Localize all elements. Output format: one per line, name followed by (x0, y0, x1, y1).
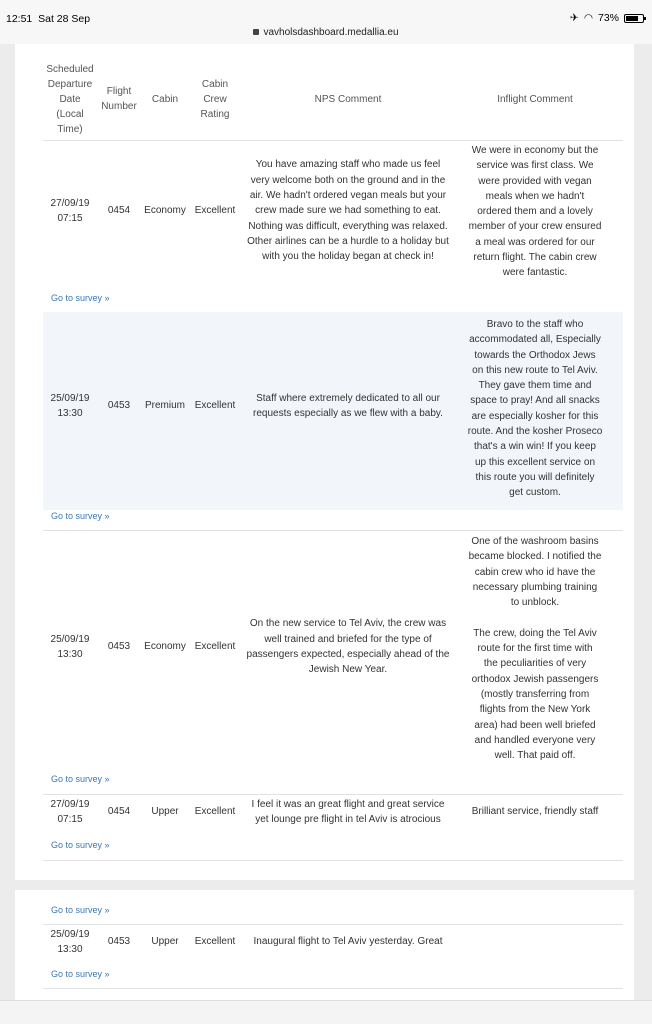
text-line: 07:15 (57, 212, 83, 224)
cell-flight (97, 804, 141, 819)
text-line: Upper (151, 806, 179, 818)
text-line: the peculiarities of very (483, 658, 587, 670)
text-line: were provided with vegan (478, 175, 592, 187)
text-line: Flight (106, 86, 132, 97)
text-line: Bravo to the staff who (486, 319, 584, 330)
row-divider (43, 860, 623, 861)
text-line: were fantastic. (502, 267, 568, 279)
cell-nps (239, 797, 457, 828)
text-line: on this new route to Tel Aviv. (472, 364, 598, 376)
text-line: Jewish New Year. (308, 664, 388, 676)
column-header-flight[interactable] (97, 84, 141, 114)
cell-cabin (139, 398, 191, 413)
cell-inflight (459, 143, 611, 281)
go-to-survey-link[interactable]: Go to survey » (51, 969, 110, 979)
status-bar (0, 0, 652, 44)
text-line: flights from the New York (479, 704, 591, 716)
text-line: Staff where extremely dedicated to all our (256, 392, 440, 404)
cell-date (35, 196, 105, 227)
text-line: 27/09/19 (50, 197, 90, 209)
column-header-nps[interactable] (239, 92, 457, 107)
text-line: and handled everyone very (474, 734, 596, 746)
text-line: well. That paid off. (494, 750, 576, 762)
row-divider (43, 530, 623, 531)
battery-percent: 73% (597, 12, 619, 24)
column-header-inflight[interactable] (459, 92, 611, 107)
cell-date (35, 632, 105, 663)
text-line: Crew (203, 94, 227, 105)
text-line: cabin crew who id have the (474, 566, 596, 578)
text-line: air. We hadn't ordered vegan meals but your (249, 190, 447, 202)
text-line: I feel it was an great flight and great service (251, 798, 445, 810)
cell-cabin (139, 934, 191, 949)
go-to-survey-link[interactable]: Go to survey » (51, 774, 110, 784)
text-line: that's a win win! If you keep (474, 441, 596, 453)
text-line: NPS Comment (314, 94, 382, 105)
text-line: to unblock. (510, 597, 560, 609)
text-line: meals when we hadn't (485, 190, 585, 202)
text-line: Excellent (194, 936, 236, 948)
text-line: this route you will definitely (475, 471, 595, 483)
airplane-icon: ✈ (570, 12, 579, 24)
text-line: 0453 (107, 641, 131, 653)
text-line: One of the washroom basins (471, 536, 599, 547)
column-header-cabin[interactable] (139, 92, 191, 107)
cell-rating (187, 639, 243, 654)
row-divider (43, 988, 623, 989)
go-to-survey-link[interactable]: Go to survey » (51, 293, 110, 303)
text-line: They gave them time and (478, 380, 592, 392)
cell-nps (239, 157, 457, 264)
text-line: are especially kosher for this (471, 410, 599, 422)
cell-cabin (139, 804, 191, 819)
cell-inflight (459, 317, 611, 501)
text-line: ordered them and a lovely (477, 206, 593, 218)
text-line: Cabin (151, 94, 179, 105)
cell-date (35, 927, 105, 958)
text-line: Date (59, 94, 81, 105)
battery-icon (624, 14, 644, 23)
cell-inflight (459, 534, 611, 763)
cell-cabin (139, 203, 191, 218)
cell-date (35, 391, 105, 422)
url-text: vavholsdashboard.medallia.eu (263, 27, 399, 38)
text-line: Premium (144, 400, 185, 412)
text-line: area) had been well briefed (474, 719, 596, 731)
text-line: Excellent (194, 641, 236, 653)
go-to-survey-link[interactable]: Go to survey » (51, 905, 110, 915)
text-line (459, 610, 611, 625)
text-line: Rating (200, 109, 230, 120)
text-line: 07:15 (57, 813, 83, 825)
row-divider (43, 794, 623, 795)
feedback-table-panel-continued (15, 890, 634, 1000)
cell-nps (239, 934, 457, 949)
text-line: 13:30 (57, 943, 83, 955)
text-line: Economy (144, 641, 186, 653)
text-line: The crew, doing the Tel Aviv (473, 627, 597, 639)
text-line: Inaugural flight to Tel Aviv yesterday. Great (253, 936, 443, 948)
text-line: Departure (47, 79, 93, 90)
cell-rating (187, 398, 243, 413)
status-icons (570, 12, 644, 24)
text-line: On the new service to Tel Aviv, the crew was (249, 618, 447, 630)
text-line: 0453 (107, 400, 131, 412)
text-line: passengers expected, especially ahead of the (246, 648, 450, 660)
cell-flight (97, 203, 141, 218)
text-line: orthodox Jewish passengers (471, 673, 599, 685)
text-line: Brilliant service, friendly staff (471, 806, 599, 818)
text-line: Inflight Comment (497, 94, 573, 105)
text-line: service was first class. We (476, 160, 594, 172)
row-divider (43, 924, 623, 925)
text-line: well trained and briefed for the type of (264, 633, 432, 645)
text-line: (Local (56, 109, 84, 120)
cell-flight (97, 398, 141, 413)
text-line: 0453 (107, 936, 131, 948)
cell-date (35, 797, 105, 828)
cell-nps (239, 616, 457, 677)
cell-flight (97, 934, 141, 949)
status-time: 12:51 Sat 28 Sep (6, 13, 91, 25)
text-line: route. And the kosher Proseco (467, 426, 603, 438)
text-line: 25/09/19 (50, 392, 90, 404)
text-line: towards the Orthodox Jews (474, 349, 596, 361)
cell-cabin (139, 639, 191, 654)
cell-rating (187, 203, 243, 218)
text-line: became blocked. I notified the (468, 551, 602, 563)
feedback-table-panel (15, 44, 634, 880)
text-line: Other airlines can be a hurdle to a holiday but (247, 235, 449, 247)
lock-icon (253, 29, 259, 35)
text-line: very welcome both on the ground and in the (250, 174, 446, 186)
text-line: space to pray! And all snacks (470, 395, 600, 407)
text-line: requests especially as we flew with a baby. (253, 407, 443, 419)
text-line: 13:30 (57, 407, 83, 419)
text-line: Scheduled (46, 64, 94, 75)
bottom-toolbar (0, 1000, 652, 1024)
text-line: return flight. The cabin crew (473, 252, 597, 264)
text-line: 0454 (107, 806, 131, 818)
text-line: yet lounge pre flight in tel Aviv is atrocious (255, 813, 441, 825)
text-line: You have amazing staff who made us feel (255, 159, 441, 171)
cell-flight (97, 639, 141, 654)
text-line: member of your crew ensured (468, 221, 602, 233)
header-divider (43, 140, 623, 141)
text-line: Excellent (194, 205, 236, 217)
text-line: 0454 (107, 205, 131, 217)
cell-rating (187, 934, 243, 949)
go-to-survey-link[interactable]: Go to survey » (51, 511, 110, 521)
text-line: (mostly transferring from (480, 688, 590, 700)
text-line: Excellent (194, 400, 236, 412)
text-line: a meal was ordered for our (475, 236, 595, 248)
text-line: 27/09/19 (50, 798, 90, 810)
text-line: We were in economy but the (471, 145, 599, 156)
text-line: 25/09/19 (50, 633, 90, 645)
text-line: get custom. (509, 487, 561, 499)
text-line: Economy (144, 205, 186, 217)
text-line: accommodated all, Especially (469, 334, 601, 346)
cell-inflight (459, 804, 611, 819)
go-to-survey-link[interactable]: Go to survey » (51, 840, 110, 850)
text-line: Cabin (201, 79, 229, 90)
cell-nps (239, 391, 457, 422)
text-line: route for the first time with (477, 643, 593, 655)
column-header-departure[interactable] (35, 62, 105, 137)
text-line: crew made sure we had something to eat. (255, 205, 441, 217)
text-line: 25/09/19 (50, 928, 90, 940)
text-line: necessary plumbing training (472, 581, 598, 593)
text-line: Nothing was difficult, everything was relaxed. (248, 220, 448, 232)
text-line: with you the holiday began at check in! (262, 251, 434, 263)
text-line: Upper (151, 936, 179, 948)
text-line: Time) (57, 124, 83, 135)
text-line: Number (101, 101, 137, 112)
wifi-icon: ◠ (583, 12, 593, 24)
cell-rating (187, 804, 243, 819)
address-bar[interactable] (0, 27, 652, 38)
text-line: up this excellent service on (474, 456, 596, 468)
text-line: Excellent (194, 806, 236, 818)
column-header-rating[interactable] (187, 77, 243, 122)
text-line: 13:30 (57, 648, 83, 660)
